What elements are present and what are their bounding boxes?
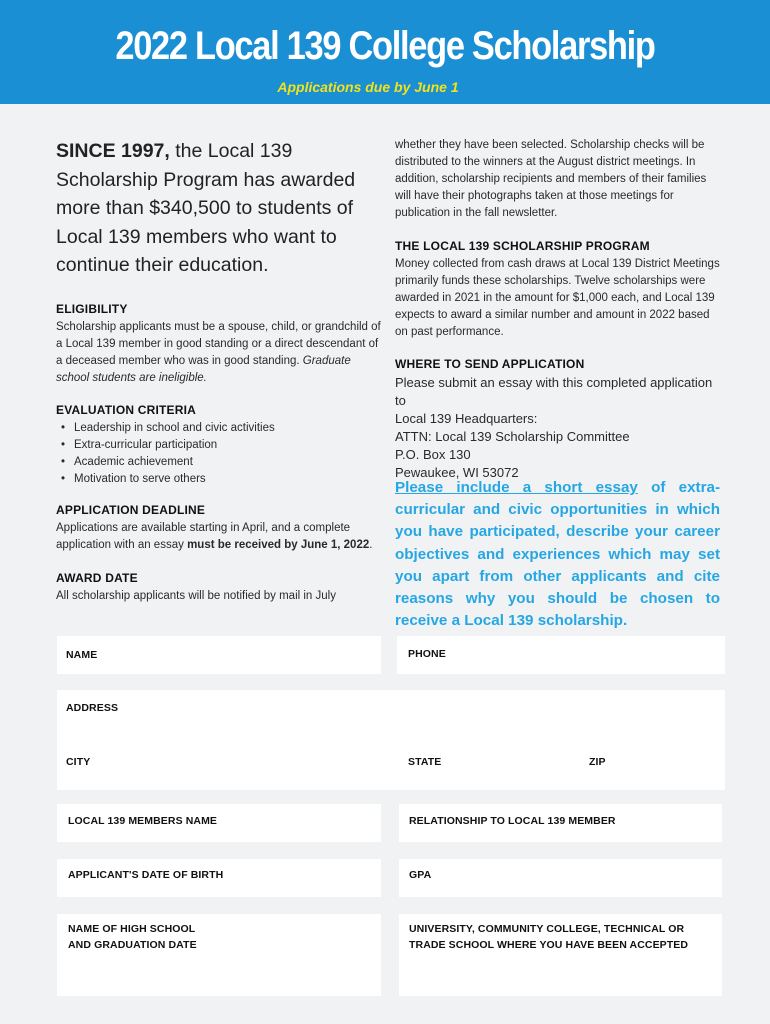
zip-label: ZIP [589,756,606,768]
high-school-field[interactable] [57,914,381,996]
deadline-text [56,520,382,554]
program-heading: THE LOCAL 139 SCHOLARSHIP PROGRAM [395,239,650,253]
deadline-body: Applications are available starting in April, and a complete application with an essay [56,522,351,551]
deadline-section [56,503,382,554]
eligibility-body: Scholarship applicants must be a spouse, child, or grandchild of a Local 139 member in good standing or a direct descendant of a deceased member who was in good standing. [56,321,381,367]
list-item: • Academic achievement [56,454,382,471]
list-item: • Leadership in school and civic activities [56,420,382,437]
send-line: ATTN: Local 139 Scholarship Committee [395,429,630,444]
eligibility-note: Graduate school students are ineligible. [56,355,351,384]
phone-field[interactable] [397,636,725,674]
college-label-line1: UNIVERSITY, COMMUNITY COLLEGE, TECHNICAL OR [409,923,685,935]
send-heading: WHERE TO SEND APPLICATION [395,357,585,371]
intro-paragraph [56,137,386,280]
send-line: Please submit an essay with this completed application to [395,375,713,408]
header-banner [0,0,770,104]
phone-label: PHONE [408,648,446,660]
send-line: Local 139 Headquarters: [395,411,538,426]
address-label: ADDRESS [66,702,119,714]
essay-instructions [395,477,720,632]
eligibility-section [56,302,382,387]
members-name-label: LOCAL 139 MEMBERS NAME [68,815,218,827]
gpa-label: GPA [409,869,432,881]
dob-label: APPLICANT'S DATE OF BIRTH [68,869,224,881]
program-text: Money collected from cash draws at Local 139 District Meetings primarily funds these scholarships. Twelve scholarships were awarded in 2021 in the amount for $1,000 each, and Local 139 expects to award a similar number and amount in 2022 based on past performance. [395,258,720,338]
award-text: All scholarship applicants will be notified by mail in July [56,590,336,602]
deadline-end: . [369,539,373,551]
selection-section [395,137,721,222]
program-section [395,239,721,341]
relationship-field[interactable] [399,804,722,842]
award-section [56,571,382,605]
dob-field[interactable] [57,859,381,897]
page-title: 2022 Local 139 College Scholarship [115,24,655,68]
send-line: Pewaukee, WI 53072 [395,465,519,480]
evaluation-section [56,403,382,488]
essay-text: of extra-curricular and civic opportunities in which you have participated, describe your career objectives and experiences which may set you apart from other applicants and cite reasons why you should be chosen to receive a Local 139 scholarship. [395,479,721,630]
evaluation-list [56,420,382,488]
essay-link[interactable]: Please include a short essay [395,479,638,496]
members-name-field[interactable] [57,804,381,842]
city-label: CITY [66,756,91,768]
send-line: P.O. Box 130 [395,447,471,462]
college-field[interactable] [399,914,722,996]
gpa-field[interactable] [399,859,722,897]
evaluation-heading: EVALUATION CRITERIA [56,403,197,417]
intro-text: the Local 139 Scholarship Program has awarded more than $340,500 to students of Local 139 members who want to continue their education. [56,140,356,276]
college-label-line2: TRADE SCHOOL WHERE YOU HAVE BEEN ACCEPTED [409,939,689,951]
state-label: STATE [408,756,442,768]
award-heading: AWARD DATE [56,571,138,585]
eligibility-heading: ELIGIBILITY [56,302,128,316]
selection-text: whether they have been selected. Scholarship checks will be distributed to the winners at the August district meetings. In addition, scholarship recipients and members of their families will have their photographs taken at those meetings for publication in the fall newsletter. [395,139,707,219]
deadline-date: must be received by June 1, 2022 [187,539,370,551]
high-school-label-line2: AND GRADUATION DATE [68,939,197,951]
page-subtitle: Applications due by June 1 [277,79,459,95]
high-school-label-line1: NAME OF HIGH SCHOOL [68,923,196,935]
address-field[interactable] [57,690,725,790]
list-item: • Motivation to serve others [56,471,382,488]
send-section [395,357,725,482]
intro-lead: SINCE 1997, [56,140,170,162]
relationship-label: RELATIONSHIP TO LOCAL 139 MEMBER [409,815,616,827]
list-item: • Extra-curricular participation [56,437,382,454]
deadline-heading: APPLICATION DEADLINE [56,503,206,517]
name-label: NAME [66,649,98,661]
name-field[interactable] [57,636,381,674]
eligibility-text [56,319,382,387]
